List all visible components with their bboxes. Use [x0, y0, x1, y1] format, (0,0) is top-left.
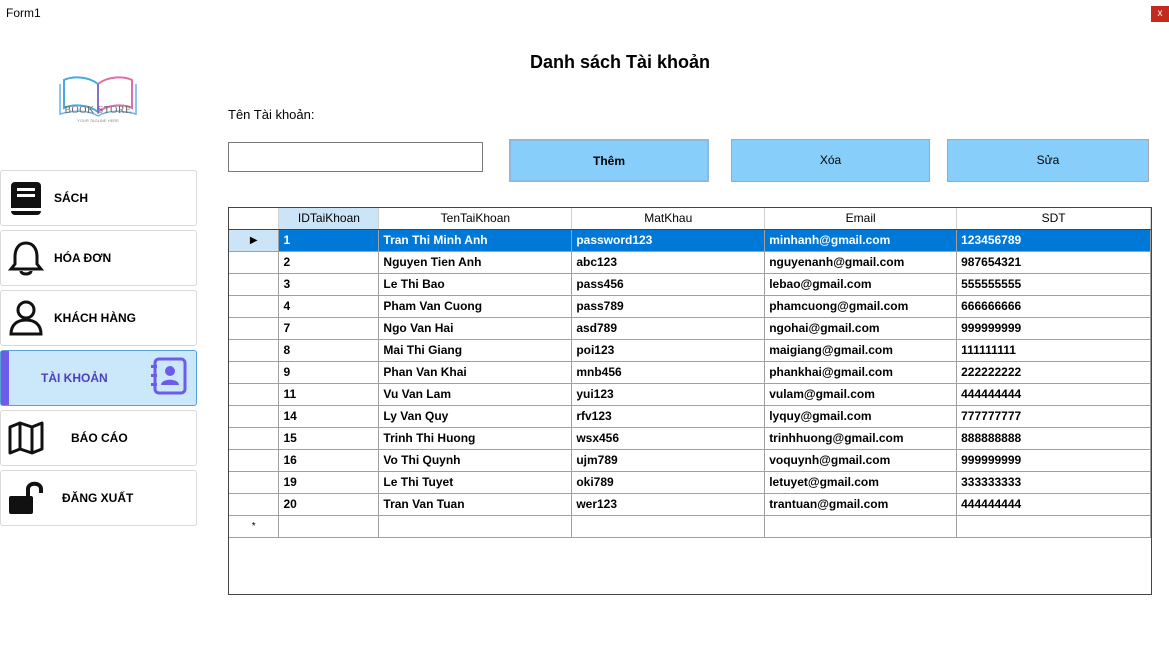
- row-header[interactable]: [229, 427, 279, 449]
- table-row[interactable]: [229, 339, 1151, 361]
- table-cell[interactable]: Le Thi Tuyet: [379, 471, 572, 493]
- table-cell[interactable]: asd789: [572, 317, 765, 339]
- accounts-table[interactable]: [228, 207, 1152, 595]
- table-cell[interactable]: 222222222: [957, 361, 1151, 383]
- sidebar-item-bao-cao[interactable]: [0, 410, 197, 466]
- table-row[interactable]: [229, 251, 1151, 273]
- column-header-username[interactable]: TenTaiKhoan: [379, 208, 572, 229]
- table-cell[interactable]: Tran Thi Minh Anh: [379, 229, 572, 251]
- delete-button[interactable]: Xóa: [731, 139, 930, 182]
- row-header[interactable]: [229, 405, 279, 427]
- column-header-id[interactable]: IDTaiKhoan: [279, 208, 379, 229]
- username-label: Tên Tài khoản:: [228, 107, 315, 122]
- table-row[interactable]: [229, 295, 1151, 317]
- row-header[interactable]: [229, 361, 279, 383]
- sidebar-item-label: BÁO CÁO: [71, 431, 128, 445]
- sidebar-item-hoa-don[interactable]: [0, 230, 197, 286]
- table-cell[interactable]: Phan Van Khai: [379, 361, 572, 383]
- table-row[interactable]: [229, 317, 1151, 339]
- column-header-phone[interactable]: SDT: [957, 208, 1151, 229]
- table-cell[interactable]: 9: [279, 361, 379, 383]
- logo-subtitle: YOUR TAGLINE HERE: [77, 118, 119, 123]
- table-row[interactable]: [229, 273, 1151, 295]
- sidebar-item-label: TÀI KHOẢN: [41, 371, 108, 385]
- table-cell[interactable]: [572, 515, 765, 537]
- table-cell[interactable]: 19: [279, 471, 379, 493]
- table-cell[interactable]: ujm789: [572, 449, 765, 471]
- logo-title: BOOK STORE: [64, 105, 132, 116]
- sidebar-item-label: KHÁCH HÀNG: [54, 311, 136, 325]
- table-cell[interactable]: 333333333: [957, 471, 1151, 493]
- table-cell[interactable]: 8: [279, 339, 379, 361]
- table-cell[interactable]: password123: [572, 229, 765, 251]
- unlock-icon: [7, 479, 45, 517]
- add-button[interactable]: Thêm: [509, 139, 709, 182]
- table-cell[interactable]: [379, 515, 572, 537]
- close-icon[interactable]: x: [1151, 6, 1169, 22]
- row-header[interactable]: [229, 273, 279, 295]
- table-cell[interactable]: phankhai@gmail.com: [765, 361, 957, 383]
- table-cell[interactable]: trinhhuong@gmail.com: [765, 427, 957, 449]
- table-cell[interactable]: yui123: [572, 383, 765, 405]
- row-header[interactable]: [229, 251, 279, 273]
- table-cell[interactable]: 7: [279, 317, 379, 339]
- table-cell[interactable]: Mai Thi Giang: [379, 339, 572, 361]
- sidebar-item-sach[interactable]: [0, 170, 197, 226]
- sidebar-item-label: HÓA ĐƠN: [54, 251, 112, 265]
- table-cell[interactable]: [765, 515, 957, 537]
- sidebar-item-dang-xuat[interactable]: [0, 470, 197, 526]
- table-cell[interactable]: pass456: [572, 273, 765, 295]
- table-cell[interactable]: Pham Van Cuong: [379, 295, 572, 317]
- address-book-icon: [151, 357, 189, 395]
- title-bar: [0, 0, 1169, 28]
- row-header[interactable]: [229, 339, 279, 361]
- table-cell[interactable]: 3: [279, 273, 379, 295]
- row-header[interactable]: [229, 493, 279, 515]
- user-icon: [7, 299, 45, 337]
- sidebar-item-label: SÁCH: [54, 191, 89, 205]
- table-cell[interactable]: Vo Thi Quynh: [379, 449, 572, 471]
- table-cell[interactable]: rfv123: [572, 405, 765, 427]
- table-cell[interactable]: 777777777: [957, 405, 1151, 427]
- bookstore-logo: [56, 72, 140, 148]
- table-cell[interactable]: 666666666: [957, 295, 1151, 317]
- row-header[interactable]: ▶: [229, 229, 279, 251]
- table-cell[interactable]: 2: [279, 251, 379, 273]
- column-header-password[interactable]: MatKhau: [572, 208, 765, 229]
- table-row[interactable]: [229, 471, 1151, 493]
- table-cell[interactable]: lyquy@gmail.com: [765, 405, 957, 427]
- new-row[interactable]: [229, 515, 1151, 537]
- table-cell[interactable]: 15: [279, 427, 379, 449]
- table-cell[interactable]: voquynh@gmail.com: [765, 449, 957, 471]
- row-header[interactable]: [229, 449, 279, 471]
- table-cell[interactable]: 11: [279, 383, 379, 405]
- row-header[interactable]: *: [229, 515, 279, 537]
- table-cell[interactable]: oki789: [572, 471, 765, 493]
- page-title: Danh sách Tài khoản: [529, 52, 711, 72]
- table-cell[interactable]: wer123: [572, 493, 765, 515]
- table-row[interactable]: [229, 405, 1151, 427]
- map-icon: [7, 419, 45, 457]
- row-header[interactable]: [229, 383, 279, 405]
- row-header[interactable]: [229, 295, 279, 317]
- table-cell[interactable]: poi123: [572, 339, 765, 361]
- table-cell[interactable]: 4: [279, 295, 379, 317]
- active-indicator: [1, 351, 9, 405]
- table-cell[interactable]: 555555555: [957, 273, 1151, 295]
- book-icon: [7, 179, 45, 217]
- username-input[interactable]: [228, 142, 483, 172]
- table-cell[interactable]: Ly Van Quy: [379, 405, 572, 427]
- table-row[interactable]: [229, 493, 1151, 515]
- window-title: Form1: [6, 6, 41, 20]
- table-cell[interactable]: 111111111: [957, 339, 1151, 361]
- sidebar-item-tai-khoan[interactable]: [0, 350, 197, 406]
- table-row[interactable]: [229, 427, 1151, 449]
- table-cell[interactable]: abc123: [572, 251, 765, 273]
- table-row[interactable]: [229, 229, 1151, 251]
- table-cell[interactable]: 444444444: [957, 383, 1151, 405]
- table-cell[interactable]: 16: [279, 449, 379, 471]
- row-header-corner: [229, 208, 279, 229]
- table-cell[interactable]: maigiang@gmail.com: [765, 339, 957, 361]
- row-header[interactable]: [229, 471, 279, 493]
- table-cell[interactable]: Le Thi Bao: [379, 273, 572, 295]
- table-header-row: [229, 208, 1151, 229]
- sidebar-item-label: ĐĂNG XUẤT: [62, 491, 134, 505]
- bell-icon: [7, 239, 45, 277]
- table-row[interactable]: [229, 383, 1151, 405]
- table-cell[interactable]: trantuan@gmail.com: [765, 493, 957, 515]
- form-client: [0, 28, 1169, 657]
- table-cell[interactable]: wsx456: [572, 427, 765, 449]
- table-cell[interactable]: Tran Van Tuan: [379, 493, 572, 515]
- column-header-email[interactable]: Email: [765, 208, 957, 229]
- table-cell[interactable]: 444444444: [957, 493, 1151, 515]
- table-cell[interactable]: [957, 515, 1151, 537]
- table-cell[interactable]: mnb456: [572, 361, 765, 383]
- row-header[interactable]: [229, 317, 279, 339]
- table-cell[interactable]: minhanh@gmail.com: [765, 229, 957, 251]
- sidebar-item-khach-hang[interactable]: [0, 290, 197, 346]
- table-cell[interactable]: Nguyen Tien Anh: [379, 251, 572, 273]
- table-cell[interactable]: 987654321: [957, 251, 1151, 273]
- table-cell[interactable]: [279, 515, 379, 537]
- table-cell[interactable]: ngohai@gmail.com: [765, 317, 957, 339]
- table-cell[interactable]: Trinh Thi Huong: [379, 427, 572, 449]
- table-cell[interactable]: 1: [279, 229, 379, 251]
- table-cell[interactable]: Vu Van Lam: [379, 383, 572, 405]
- table-cell[interactable]: Ngo Van Hai: [379, 317, 572, 339]
- table-cell[interactable]: 888888888: [957, 427, 1151, 449]
- table-row[interactable]: [229, 449, 1151, 471]
- table-cell[interactable]: pass789: [572, 295, 765, 317]
- table-cell[interactable]: 14: [279, 405, 379, 427]
- edit-button[interactable]: Sửa: [947, 139, 1149, 182]
- table-cell[interactable]: lebao@gmail.com: [765, 273, 957, 295]
- table-row[interactable]: [229, 361, 1151, 383]
- table-cell[interactable]: 123456789: [957, 229, 1151, 251]
- table-cell[interactable]: 999999999: [957, 317, 1151, 339]
- table-cell[interactable]: letuyet@gmail.com: [765, 471, 957, 493]
- table-cell[interactable]: phamcuong@gmail.com: [765, 295, 957, 317]
- table-cell[interactable]: 999999999: [957, 449, 1151, 471]
- table-cell[interactable]: nguyenanh@gmail.com: [765, 251, 957, 273]
- table-cell[interactable]: 20: [279, 493, 379, 515]
- table-cell[interactable]: vulam@gmail.com: [765, 383, 957, 405]
